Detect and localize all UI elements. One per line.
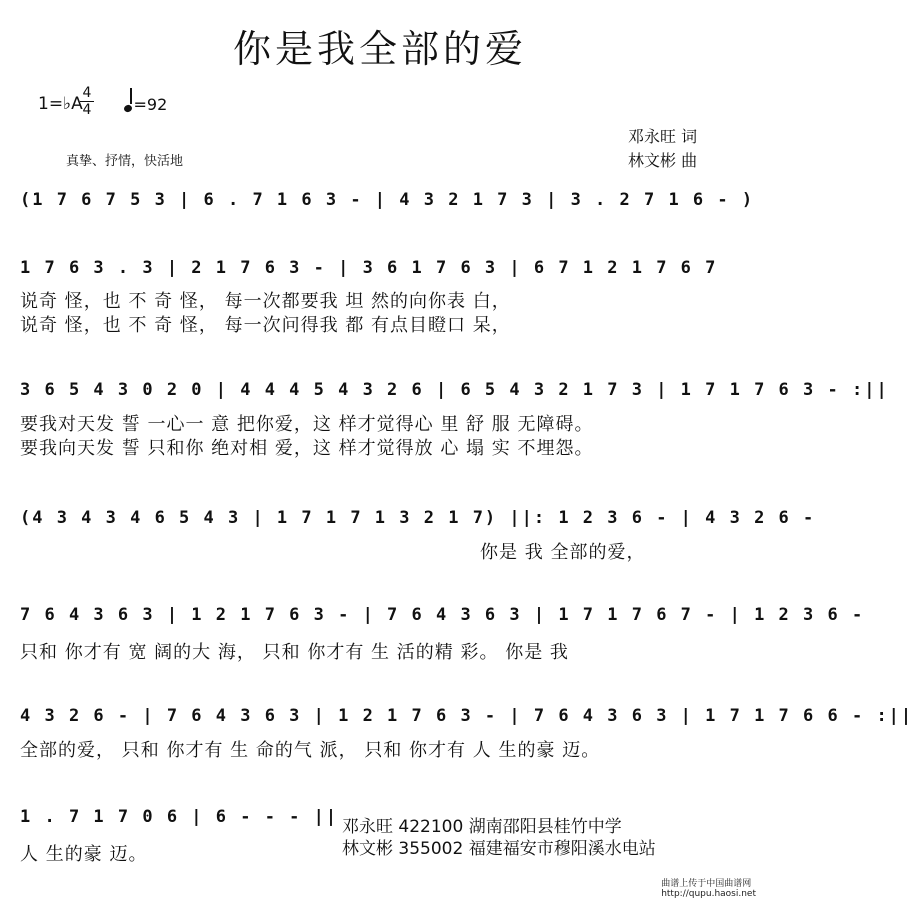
notation-row: 1 7 6 3 . 3 | 2 1 7 6 3 - | 3 6 1 7 6 3 | 6 7 1 2 1 7 6 7 — [20, 258, 718, 278]
lyric-line: 你是 我 全部的爱， — [480, 542, 646, 563]
tempo-value: =92 — [133, 95, 168, 114]
notation-row: 4 3 2 6 - | 7 6 4 3 6 3 | 1 2 1 7 6 3 - | 7 6 4 3 6 3 | 1 7 1 7 6 6 - :|| — [20, 706, 913, 726]
lyric-line: 人 生的豪 迈。 — [20, 844, 148, 865]
notation-row: 7 6 4 3 6 3 | 1 2 1 7 6 3 - | 7 6 4 3 6 3 | 1 7 1 7 6 7 - | 1 2 3 6 - — [20, 605, 865, 625]
composer-credit: 林文彬 曲 — [628, 151, 698, 170]
lyric-line: 说奇 怪，也 不 奇 怪， 每一次问得我 都 有点目瞪口 呆， — [20, 315, 511, 336]
lyric-line: 要我向天发 誓 只和你 绝对相 爱，这 样才觉得放 心 塌 实 不埋怨。 — [20, 438, 594, 459]
lyric-line: 说奇 怪，也 不 奇 怪， 每一次都要我 坦 然的向你表 白， — [20, 291, 511, 312]
meter-bottom: 4 — [82, 102, 92, 118]
lyricist-credit: 邓永旺 词 — [628, 127, 698, 146]
lyric-line: 要我对天发 誓 一心一 意 把你爱，这 样才觉得心 里 舒 服 无障碍。 — [20, 414, 594, 435]
author-address: 邓永旺 422100 湖南邵阳县桂竹中学 — [342, 817, 622, 837]
quarter-note-icon — [123, 104, 133, 113]
notation-row: (4 3 4 3 4 6 5 4 3 | 1 7 1 7 1 3 2 1 7) ||: 1 2 3 6 - | 4 3 2 6 - — [20, 508, 816, 528]
page-title: 你是我全部的爱 — [232, 27, 527, 71]
notation-row: 1 . 7 1 7 0 6 | 6 - - - || — [20, 807, 339, 827]
author-address: 林文彬 355002 福建福安市穆阳溪水电站 — [342, 839, 656, 859]
site-watermark — [661, 876, 756, 899]
tempo-marking — [124, 94, 167, 114]
lyric-line: 全部的爱， 只和 你才有 生 命的气 派， 只和 你才有 人 生的豪 迈。 — [20, 740, 601, 761]
notation-row: (1 7 6 7 5 3 | 6 . 7 1 6 3 - | 4 3 2 1 7 3 | 3 . 2 7 1 6 - ) — [20, 190, 755, 210]
watermark-line: 曲谱上传于中国曲谱网 — [661, 879, 752, 889]
time-signature — [80, 86, 94, 117]
meter-top: 4 — [82, 85, 92, 101]
watermark-url: http://qupu.haosi.net — [661, 889, 756, 899]
notation-row: 3 6 5 4 3 0 2 0 | 4 4 4 5 4 3 2 6 | 6 5 4 3 2 1 7 3 | 1 7 1 7 6 3 - :|| — [20, 380, 889, 400]
key-signature: 1=♭A — [38, 94, 83, 114]
expression-marking: 真挚、抒情，快活地 — [66, 154, 184, 169]
lyric-line: 只和 你才有 宽 阔的大 海， 只和 你才有 生 活的精 彩。 你是 我 — [20, 642, 569, 663]
